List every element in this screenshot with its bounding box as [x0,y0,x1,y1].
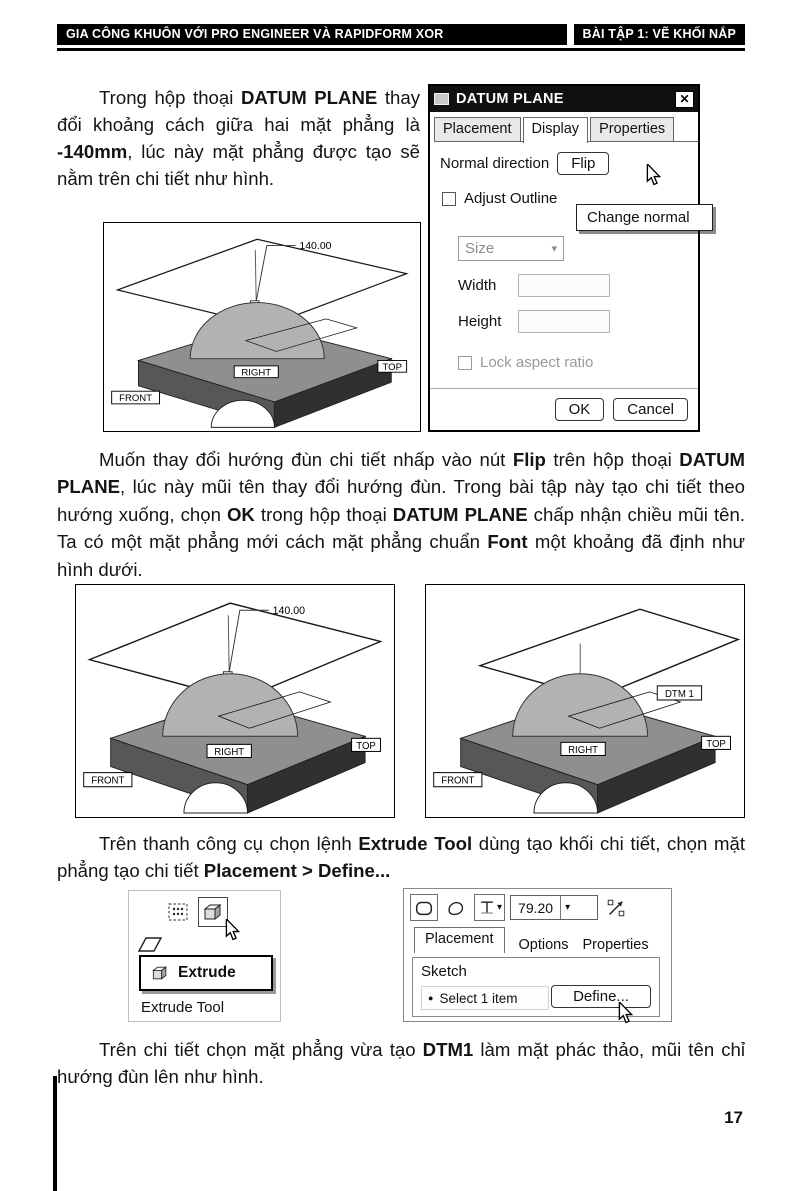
header-rule [57,48,745,51]
front-plane-label: FRONT [441,775,475,787]
dropdown-arrow-icon: ▾ [497,902,503,913]
paragraph-2: Muốn thay đổi hướng đùn chi tiết nhấp vào nút Flip trên hộp thoại DATUM PLANE, lúc này mũi tên thay đổi hướng đùn. Trong bài tập này tạo chi tiết theo hướng xuống, chọn OK trong hộp thoại DATUM PLANE chấp nhận chiều mũi tên. Ta có một mặt phẳng mới cách mặt phẳng chuẩn Font một khoảng đã định như hình dưới. [57,449,746,580]
figure-part-with-dimension [75,584,395,818]
bullet-icon: ● [428,993,434,1003]
top-plane-label: TOP [382,362,402,372]
rounded-rect-icon [413,897,435,919]
lock-aspect-checkbox[interactable] [458,356,472,370]
dropdown-arrow-icon: ▾ [560,896,574,919]
extrude-toolbar-popup [128,890,281,1022]
flip-direction-button[interactable] [603,894,629,921]
sketched-curve-button[interactable] [163,897,193,927]
dimension-label: 140.00 [272,605,305,618]
window-icon [434,93,449,105]
placement-panel [412,957,660,1017]
spline-shape-icon [445,897,467,919]
right-plane-label: RIGHT [214,746,245,759]
solid-option-button[interactable] [410,894,438,921]
tab-placement[interactable]: Placement [414,927,505,953]
extrude-menu-label: Extrude [178,964,236,981]
tab-properties[interactable]: Properties [582,937,649,953]
sketch-label: Sketch [421,963,467,980]
part-3d-view [104,223,420,431]
binding-gutter-mark [53,1076,57,1191]
width-input[interactable] [518,274,610,297]
paragraph-1: Trong hộp thoại DATUM PLANE thay đổi khoảng cách giữa hai mặt phẳng là -140mm, lúc này mặt phẳng được tạo sẽ nằm trên chi tiết như hình. [57,87,420,189]
page-number: 17 [724,1108,743,1127]
extrude-tooltip: Extrude Tool [141,999,225,1016]
width-label: Width [458,277,497,294]
surface-option-button[interactable] [443,894,469,921]
extrude-menu-item[interactable] [139,955,273,991]
datum-plane-dialog [428,84,700,432]
dropdown-arrow-icon: ▾ [551,243,557,255]
header-right-title: BÀI TẬP 1: VẼ KHỐI NẮP [574,24,746,45]
figure-part-with-datum-plane [103,222,421,432]
close-icon[interactable]: ✕ [675,91,694,108]
page-header [57,24,745,45]
depth-option-button[interactable] [474,894,505,921]
dialog-footer [430,388,698,430]
dashboard-tab-strip [414,927,649,953]
dimension-label: 140.00 [299,241,332,253]
tab-properties[interactable]: Properties [590,117,674,141]
cancel-button[interactable]: Cancel [613,398,688,421]
figure-part-with-dtm1 [425,584,745,818]
extrude-tool-button[interactable] [198,897,228,927]
paragraph-3: Trên thanh công cụ chọn lệnh Extrude Tool dùng tạo khối chi tiết, chọn mặt phẳng tạo chi tiết Placement > Define... [57,833,745,882]
dialog-titlebar[interactable] [430,86,698,112]
extrude-icon [201,900,225,924]
extrude-dashboard [403,888,672,1022]
flip-button[interactable]: Flip [557,152,609,175]
extrude-icon [150,963,170,983]
size-select[interactable]: Size ▾ [458,236,564,261]
right-plane-label: RIGHT [568,744,599,757]
adjust-outline-label: Adjust Outline [464,190,558,207]
dialog-tab-strip [434,116,698,142]
front-plane-label: FRONT [91,775,125,787]
datum-plane-icon [137,935,163,953]
change-normal-button[interactable]: Change normal [576,204,713,231]
paragraph-4: Trên chi tiết chọn mặt phẳng vừa tạo DTM1 làm mặt phác thảo, mũi tên chỉ hướng đùn lên như hình. [57,1039,745,1088]
front-plane-label: FRONT [119,393,153,404]
tab-display[interactable]: Display [523,117,589,143]
define-button[interactable]: Define... [551,985,651,1008]
top-plane-label: TOP [706,738,726,750]
blind-depth-icon [477,897,497,919]
flip-direction-icon [605,897,627,919]
depth-value-combo[interactable]: 79.20 ▾ [510,895,598,920]
sketch-collector[interactable]: ● Select 1 item [421,986,549,1010]
right-plane-label: RIGHT [241,367,272,378]
cursor-icon [225,919,240,941]
height-input[interactable] [518,310,610,333]
cursor-icon [646,164,661,186]
dialog-title: DATUM PLANE [456,91,564,107]
adjust-outline-checkbox[interactable] [442,192,456,206]
ok-button[interactable]: OK [555,398,605,421]
top-plane-label: TOP [356,740,376,752]
part-3d-view [426,585,744,817]
header-left-title: GIA CÔNG KHUÔN VỚI PRO ENGINEER VÀ RAPIDFORM XOR [57,24,567,45]
cursor-icon [618,1002,633,1024]
tab-placement[interactable]: Placement [434,117,521,141]
dotted-pattern-icon [166,900,190,924]
height-label: Height [458,313,502,330]
normal-direction-label: Normal direction [440,155,550,172]
tab-options[interactable]: Options [518,937,569,953]
lock-aspect-label: Lock aspect ratio [480,354,594,371]
dtm1-plane-label: DTM 1 [664,688,694,701]
part-3d-view [76,585,394,817]
